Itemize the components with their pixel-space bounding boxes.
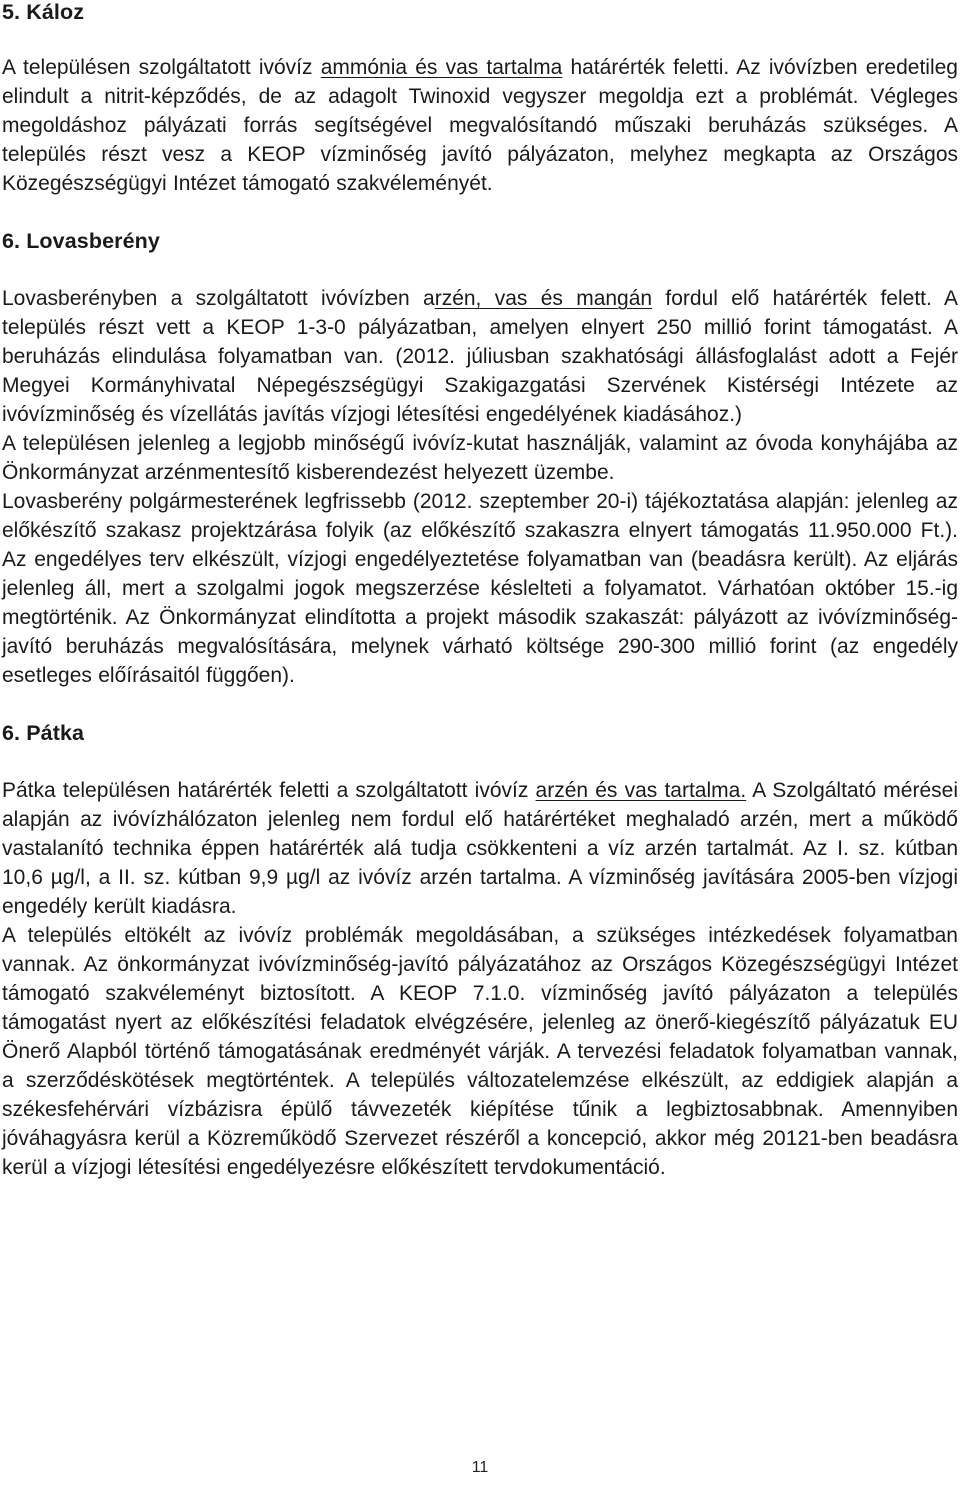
section-heading-lovasbereny: 6. Lovasberény [2, 229, 160, 253]
page-number: 11 [471, 1459, 489, 1476]
paragraph-patka-2: A település eltökélt az ivóvíz problémák megoldásában, a szükséges intézkedések folyamatban vannak. Az önkormányzat ivóvízminőség-javító pályázatához az Országos Közegészségügyi Intézet támogató szakvéleményt biztosított. A KEOP 7.1.0. vízminőség javító pályázaton a település támogatást nyert az előkészítési feladatok elvégzésére, jelenleg az önerő-kiegészítő pályázatuk EU Önerő Alapból történő támogatásának eredményét várják. A tervezési feladatok folyamatban vannak, a szerződéskötések megtörténtek. A település változatelemzése elkészült, az eddigiek alapján a székesfehérvári vízbázisra épülő távvezeték kiépítése tűnik a legbiztosabbnak. Amennyiben jóváhagyásra kerül a Közreműködő Szervezet részéről a koncepció, akkor még 20121-ben beadásra kerül a vízjogi létesítési engedélyezésre előkészített tervdokumentáció. [2, 924, 958, 1179]
paragraph-lovasbereny-3: Lovasberény polgármesterének legfrissebb (2012. szeptember 20-i) tájékoztatása alapján: jelenleg az előkészítő szakasz projektzárása folyik (az előkészítő szakaszra elnyert támogatás 11.950.000 Ft.). Az engedélyes terv elkészült, vízjogi engedélyeztetése folyamatban van (beadásra került). Az eljárás jelenleg áll, mert a szolgalmi jogok megszerzése késlelteti a folyamatot. Várhatóan október 15.-ig megtörténik. Az Önkormányzat elindította a projekt második szakaszát: pályázott az ivóvízminőség-javító beruházás megvalósítására, melynek várható költsége 290-300 millió forint (az engedély esetleges előírásaitól függően). [2, 490, 958, 687]
paragraph-kaloz-1 [2, 53, 958, 198]
section-heading-patka: 6. Pátka [2, 721, 85, 745]
underlined-text: ammónia és vas tartalma [320, 56, 563, 79]
text-run: A Szolgáltató mérései alapján az ivóvízhálózaton jelenleg nem fordul elő határértéket meghaladó arzén, mert a működő vastalanító technika éppen határérték alá tudja csökkenteni a víz arzén tartalmát. Az I. sz. kútban 10,6 µg/l, a II. sz. kútban 9,9 µg/l az ivóvíz arzén tartalma. A vízminőség javítására 2005-ben vízjogi engedély került kiadásra. [2, 779, 958, 918]
underlined-text: arzén és vas tartalma. [535, 779, 747, 802]
section-heading-kaloz: 5. Káloz [2, 0, 85, 24]
paragraph-lovasbereny-1 [2, 284, 958, 429]
text-run: határérték feletti. Az ivóvízben eredetileg elindult a nitrit-képződés, de az adagolt Twinoxid vegyszer megoldja ezt a problémát. Végleges megoldáshoz pályázati forrás segítségével megvalósítandó műszaki beruházás szükséges. A település részt vesz a KEOP vízminőség javító pályázaton, melyhez megkapta az Országos Közegészségügyi Intézet támogató szakvéleményét. [2, 56, 958, 195]
text-run: fordul elő határérték felett. A település részt vett a KEOP 1-3-0 pályázatban, amelyen elnyert 250 millió forint támogatást. A beruházás elindulása folyamatban van. (2012. júliusban szakhatósági állásfoglalást adott a Fejér Megyei Kormányhivatal Népegészségügyi Szakigazgatási Szervének Kistérségi Intézete az ivóvízminőség és vízellátás javítás vízjogi létesítési engedélyének kiadásához.) [2, 287, 958, 426]
paragraph-patka-1 [2, 776, 958, 921]
text-run: Lovasberényben a szolgáltatott ivóvízben a [2, 287, 435, 310]
paragraph-lovasbereny-2: A településen jelenleg a legjobb minőségű ivóvíz-kutat használják, valamint az óvoda konyhájába az Önkormányzat arzénmentesítő kisberendezést helyezett üzembe. [2, 432, 958, 484]
underlined-text: rzén, vas és mangán [434, 287, 653, 310]
text-run: A településen szolgáltatott ivóvíz [2, 56, 321, 79]
text-run: Pátka településen határérték feletti a szolgáltatott ivóvíz [2, 779, 536, 802]
